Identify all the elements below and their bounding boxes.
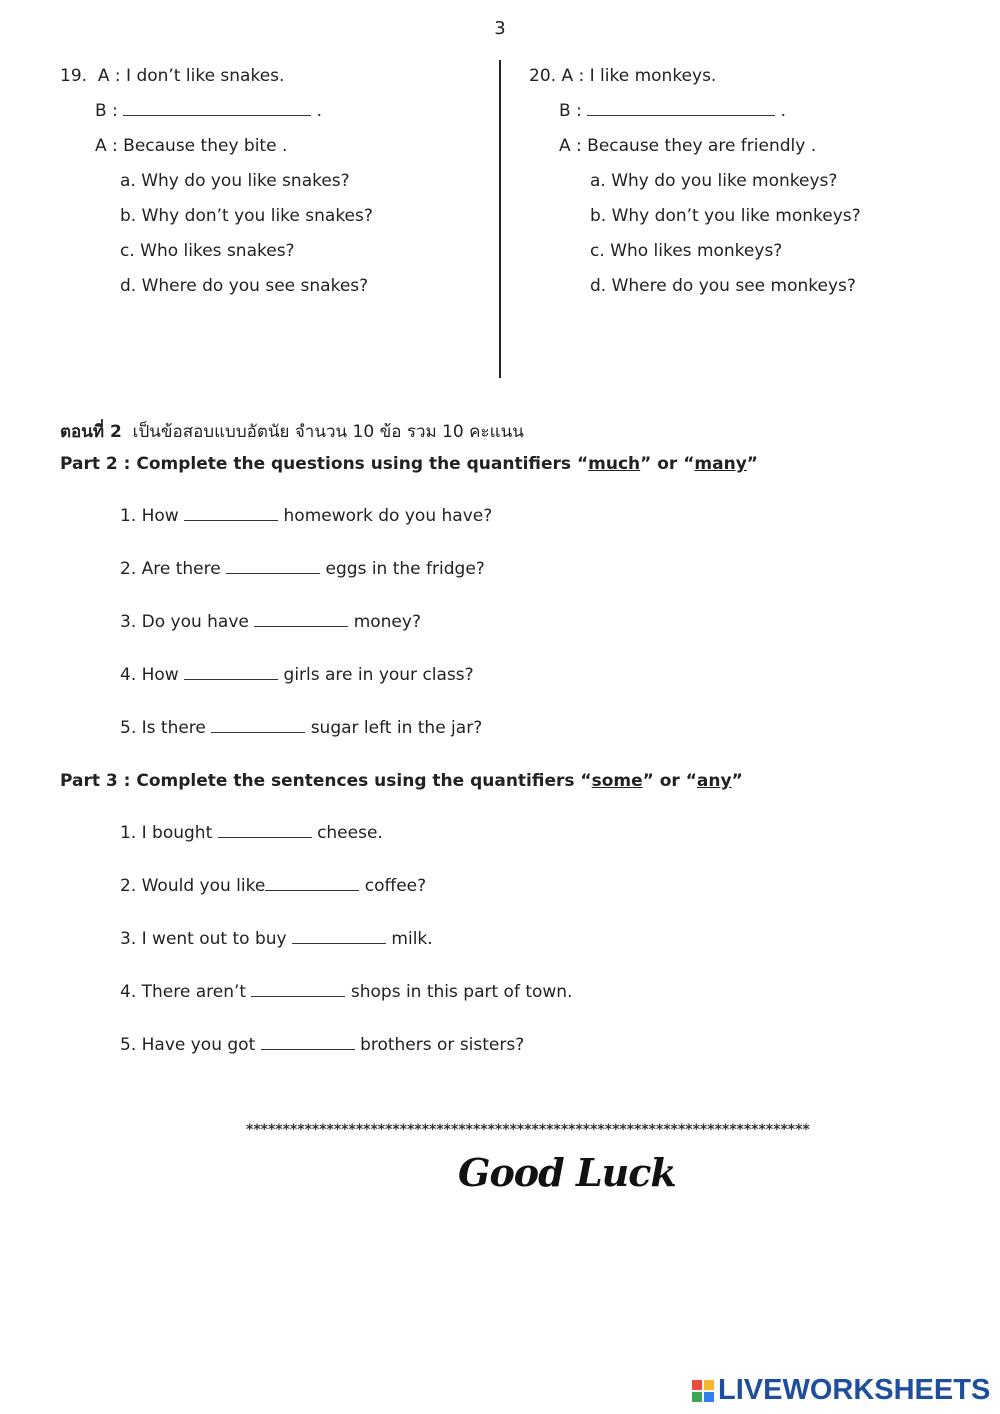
part-2-heading [60,454,758,474]
part-2-word-many: many [694,454,747,474]
part-3-item-1-blank[interactable] [218,823,312,838]
liveworksheets-logo-icon [692,1380,714,1402]
part-2-prefix: Part 2 : Complete the questions using the quantifiers “ [60,454,589,474]
column-divider [499,60,501,378]
part-2-item-5-blank[interactable] [211,718,305,733]
logo-square-yellow [704,1380,714,1390]
part-3-prefix: Part 3 : Complete the sentences using the quantifiers “ [60,771,592,791]
part-3-item-2-after: coffee? [364,876,427,896]
question-20-prompt [529,66,716,86]
part-3-item-3-after: milk. [391,929,433,949]
question-20-b-line [559,101,786,121]
part-3-item-1-before: 1. I bought [120,823,213,843]
part-3-item-1-after: cheese. [317,823,383,843]
good-luck-text: Good Luck [458,1150,676,1195]
part-2-item-5 [120,718,482,738]
question-20-option-c[interactable]: c. Who likes monkeys? [590,241,783,261]
question-20-number: 20. [529,66,557,86]
part-2-item-3-blank[interactable] [254,612,348,627]
part-2-item-5-after: sugar left in the jar? [310,718,483,738]
logo-square-blue [704,1392,714,1402]
logo-square-green [692,1392,702,1402]
question-20-b-end: . [780,101,787,121]
part-3-item-4 [120,982,573,1002]
part-2-item-2-before: 2. Are there [120,559,221,579]
part-2-suffix: ” [746,454,758,474]
question-19-prompt [60,66,284,86]
part-3-item-3 [120,929,433,949]
question-20-option-a[interactable]: a. Why do you like monkeys? [590,171,838,191]
part-3-item-2 [120,876,426,896]
part-3-word-some: some [591,771,643,791]
part-2-item-2-after: eggs in the fridge? [325,559,485,579]
part-2-item-4-blank[interactable] [184,665,278,680]
question-19-option-d[interactable]: d. Where do you see snakes? [120,276,369,296]
part-2-item-2-blank[interactable] [226,559,320,574]
part-2-item-1 [120,506,492,526]
question-19-a-line: A : I don’t like snakes. [97,66,285,86]
part-2-item-4-before: 4. How [120,665,179,685]
liveworksheets-logo [692,1374,990,1407]
part-3-heading [60,771,743,791]
part-3-item-3-blank[interactable] [292,929,386,944]
part-3-item-4-after: shops in this part of town. [350,982,573,1002]
part-3-word-any: any [696,771,732,791]
question-19-b-label: B : [95,101,118,121]
question-20-b-label: B : [559,101,582,121]
part-3-item-2-blank[interactable] [265,876,359,891]
part-2-item-3 [120,612,421,632]
part-3-item-5-blank[interactable] [261,1035,355,1050]
part-3-item-4-before: 4. There aren’t [120,982,247,1002]
question-19-a-reply: A : Because they bite . [95,136,288,156]
question-19-option-b[interactable]: b. Why don’t you like snakes? [120,206,373,226]
question-19-b-end: . [316,101,323,121]
question-19-option-c[interactable]: c. Who likes snakes? [120,241,295,261]
question-19-answer-blank[interactable] [123,101,311,116]
part-2-item-1-blank[interactable] [184,506,278,521]
part-3-item-5-before: 5. Have you got [120,1035,256,1055]
liveworksheets-logo-text: LIVEWORKSHEETS [718,1374,991,1406]
question-20-a-line: A : I like monkeys. [561,66,717,86]
page-number: 3 [494,18,506,39]
part-2-item-1-after: homework do you have? [283,506,493,526]
question-19-option-a[interactable]: a. Why do you like snakes? [120,171,350,191]
part-2-item-2 [120,559,485,579]
part-2-item-1-before: 1. How [120,506,179,526]
part-3-item-4-blank[interactable] [251,982,345,997]
part-3-suffix: ” [731,771,743,791]
question-20-answer-blank[interactable] [587,101,775,116]
section-2-description: เป็นข้อสอบแบบอัตนัย จำนวน 10 ข้อ รวม 10 คะแนน [132,422,524,442]
part-3-middle: ” or “ [642,771,697,791]
part-2-item-3-before: 3. Do you have [120,612,249,632]
section-2-label: ตอนที่ 2 [60,422,122,442]
part-2-item-5-before: 5. Is there [120,718,206,738]
part-3-item-5 [120,1035,524,1055]
question-20-option-b[interactable]: b. Why don’t you like monkeys? [590,206,861,226]
part-2-item-4-after: girls are in your class? [283,665,474,685]
part-3-item-5-after: brothers or sisters? [360,1035,525,1055]
part-3-item-2-before: 2. Would you like [120,876,266,896]
part-2-item-4 [120,665,474,685]
part-2-item-3-after: money? [353,612,421,632]
question-20-a-reply: A : Because they are friendly . [559,136,817,156]
separator-stars: ***************************************************************************** [246,1122,810,1138]
question-19-number: 19. [60,66,88,86]
logo-square-red [692,1380,702,1390]
part-3-item-3-before: 3. I went out to buy [120,929,287,949]
question-19-b-line [95,101,322,121]
section-2-thai-heading [60,418,524,445]
part-3-item-1 [120,823,383,843]
part-2-middle: ” or “ [640,454,695,474]
question-20-option-d[interactable]: d. Where do you see monkeys? [590,276,856,296]
part-2-word-much: much [588,454,641,474]
